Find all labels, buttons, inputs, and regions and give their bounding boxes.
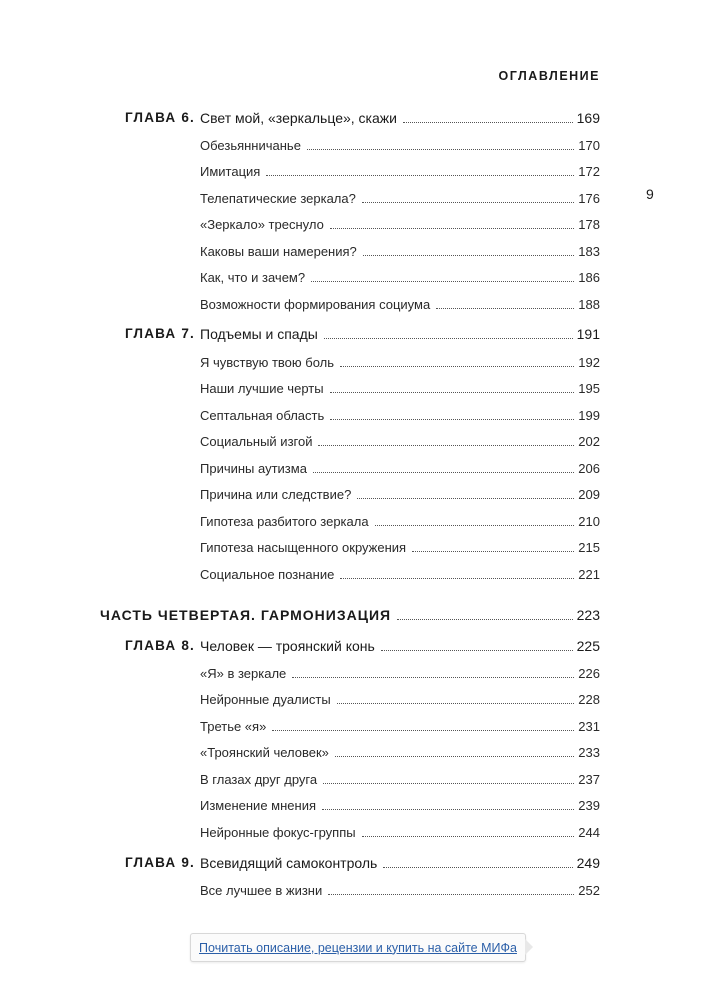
chapter-7-entry[interactable] xyxy=(200,324,600,342)
chapter-title: Всевидящий самоконтроль xyxy=(200,855,378,871)
section-title: Я чувствую твою боль xyxy=(200,355,335,370)
dot-leader xyxy=(330,419,574,420)
chapter-6-number: ГЛАВА 6. xyxy=(125,110,195,125)
page-ref: 202 xyxy=(578,434,600,449)
page-ref: 244 xyxy=(578,825,600,840)
dot-leader xyxy=(397,619,573,620)
chapter-9-number: ГЛАВА 9. xyxy=(125,855,195,870)
banner-arrow-shape xyxy=(525,939,533,955)
page-ref: 170 xyxy=(578,138,600,153)
part-title: ЧАСТЬ ЧЕТВЕРТАЯ. ГАРМОНИЗАЦИЯ xyxy=(100,607,392,623)
dot-leader xyxy=(362,202,574,203)
store-link-banner[interactable] xyxy=(190,933,526,962)
toc-section[interactable] xyxy=(200,511,600,529)
toc-section[interactable] xyxy=(200,769,600,787)
chapter-title: Подъемы и спады xyxy=(200,326,318,342)
section-title: «Я» в зеркале xyxy=(200,666,287,681)
page-ref: 249 xyxy=(576,855,600,871)
dot-leader xyxy=(272,730,574,731)
page-ref: 209 xyxy=(578,487,600,502)
dot-leader xyxy=(383,867,572,868)
chapter-8-number: ГЛАВА 8. xyxy=(125,638,195,653)
toc-section[interactable] xyxy=(200,431,600,449)
dot-leader xyxy=(323,783,574,784)
page-ref: 215 xyxy=(578,540,600,555)
page-ref: 195 xyxy=(578,381,600,396)
section-title: «Троянский человек» xyxy=(200,745,329,760)
section-title: Каковы ваши намерения? xyxy=(200,244,357,259)
section-title: Как, что и зачем? xyxy=(200,270,306,285)
toc-section[interactable] xyxy=(200,537,600,555)
dot-leader xyxy=(403,122,573,123)
chapter-title: Человек — троянский конь xyxy=(200,638,375,654)
dot-leader xyxy=(322,809,574,810)
section-title: Причина или следствие? xyxy=(200,487,352,502)
dot-leader xyxy=(313,472,574,473)
page-ref: 183 xyxy=(578,244,600,259)
toc-section[interactable] xyxy=(200,214,600,232)
toc-section[interactable] xyxy=(200,378,600,396)
dot-leader xyxy=(363,255,575,256)
dot-leader xyxy=(412,551,574,552)
page-ref: 206 xyxy=(578,461,600,476)
toc-section[interactable] xyxy=(200,689,600,707)
page-ref: 191 xyxy=(576,326,600,342)
dot-leader xyxy=(357,498,574,499)
toc-section[interactable] xyxy=(200,663,600,681)
page-ref: 186 xyxy=(578,270,600,285)
toc-section[interactable] xyxy=(200,716,600,734)
section-title: Телепатические зеркала? xyxy=(200,191,356,206)
toc-section[interactable] xyxy=(200,484,600,502)
page-ref: 176 xyxy=(578,191,600,206)
section-title: Изменение мнения xyxy=(200,798,316,813)
dot-leader xyxy=(266,175,574,176)
dot-leader xyxy=(330,392,575,393)
dot-leader xyxy=(335,756,574,757)
dot-leader xyxy=(340,578,574,579)
page-ref: 221 xyxy=(578,567,600,582)
toc-section[interactable] xyxy=(200,135,600,153)
part-4-entry[interactable] xyxy=(100,605,600,623)
page-ref: 169 xyxy=(576,110,600,126)
section-title: Гипотеза разбитого зеркала xyxy=(200,514,369,529)
page-ref: 188 xyxy=(578,297,600,312)
section-title: Возможности формирования социума xyxy=(200,297,431,312)
page-ref: 233 xyxy=(578,745,600,760)
toc-section[interactable] xyxy=(200,742,600,760)
section-title: Причины аутизма xyxy=(200,461,307,476)
chapter-title: Свет мой, «зеркальце», скажи xyxy=(200,110,397,126)
page-number: 9 xyxy=(646,186,654,202)
chapter-8-entry[interactable] xyxy=(200,636,600,654)
dot-leader xyxy=(318,445,574,446)
dot-leader xyxy=(381,650,573,651)
toc-section[interactable] xyxy=(200,161,600,179)
section-title: Обезьянничанье xyxy=(200,138,301,153)
dot-leader xyxy=(328,894,574,895)
dot-leader xyxy=(340,366,574,367)
section-title: Гипотеза насыщенного окружения xyxy=(200,540,407,555)
toc-section[interactable] xyxy=(200,822,600,840)
section-title: Социальный изгой xyxy=(200,434,313,449)
dot-leader xyxy=(292,677,574,678)
toc-section[interactable] xyxy=(200,352,600,370)
section-title: Все лучшее в жизни xyxy=(200,883,323,898)
toc-section[interactable] xyxy=(200,564,600,582)
page-ref: 172 xyxy=(578,164,600,179)
page-ref: 192 xyxy=(578,355,600,370)
page-ref: 199 xyxy=(578,408,600,423)
chapter-6-entry[interactable] xyxy=(200,108,600,126)
page-ref: 223 xyxy=(576,607,600,623)
toc-section[interactable] xyxy=(200,294,600,312)
store-link[interactable]: Почитать описание, рецензии и купить на сайте МИФа xyxy=(199,940,517,955)
toc-section[interactable] xyxy=(200,405,600,423)
dot-leader xyxy=(330,228,574,229)
page-ref: 228 xyxy=(578,692,600,707)
dot-leader xyxy=(375,525,575,526)
toc-section[interactable] xyxy=(200,795,600,813)
section-title: Третье «я» xyxy=(200,719,267,734)
page-ref: 210 xyxy=(578,514,600,529)
page-ref: 239 xyxy=(578,798,600,813)
dot-leader xyxy=(307,149,574,150)
toc-section[interactable] xyxy=(200,267,600,285)
dot-leader xyxy=(311,281,574,282)
dot-leader xyxy=(337,703,575,704)
section-title: Имитация xyxy=(200,164,261,179)
section-title: Септальная область xyxy=(200,408,325,423)
page-ref: 226 xyxy=(578,666,600,681)
toc-section[interactable] xyxy=(200,241,600,259)
running-head: ОГЛАВЛЕНИЕ xyxy=(498,69,600,83)
toc-section[interactable] xyxy=(200,188,600,206)
section-title: Нейронные фокус-группы xyxy=(200,825,356,840)
dot-leader xyxy=(436,308,574,309)
dot-leader xyxy=(324,338,573,339)
page-ref: 225 xyxy=(576,638,600,654)
page-ref: 237 xyxy=(578,772,600,787)
chapter-9-entry[interactable] xyxy=(200,853,600,871)
section-title: Социальное познание xyxy=(200,567,335,582)
section-title: Наши лучшие черты xyxy=(200,381,324,396)
page-ref: 178 xyxy=(578,217,600,232)
chapter-7-number: ГЛАВА 7. xyxy=(125,326,195,341)
dot-leader xyxy=(362,836,575,837)
toc-section[interactable] xyxy=(200,458,600,476)
section-title: В глазах друг друга xyxy=(200,772,318,787)
section-title: Нейронные дуалисты xyxy=(200,692,331,707)
page-ref: 231 xyxy=(578,719,600,734)
page-ref: 252 xyxy=(578,883,600,898)
toc-section[interactable] xyxy=(200,880,600,898)
section-title: «Зеркало» треснуло xyxy=(200,217,324,232)
